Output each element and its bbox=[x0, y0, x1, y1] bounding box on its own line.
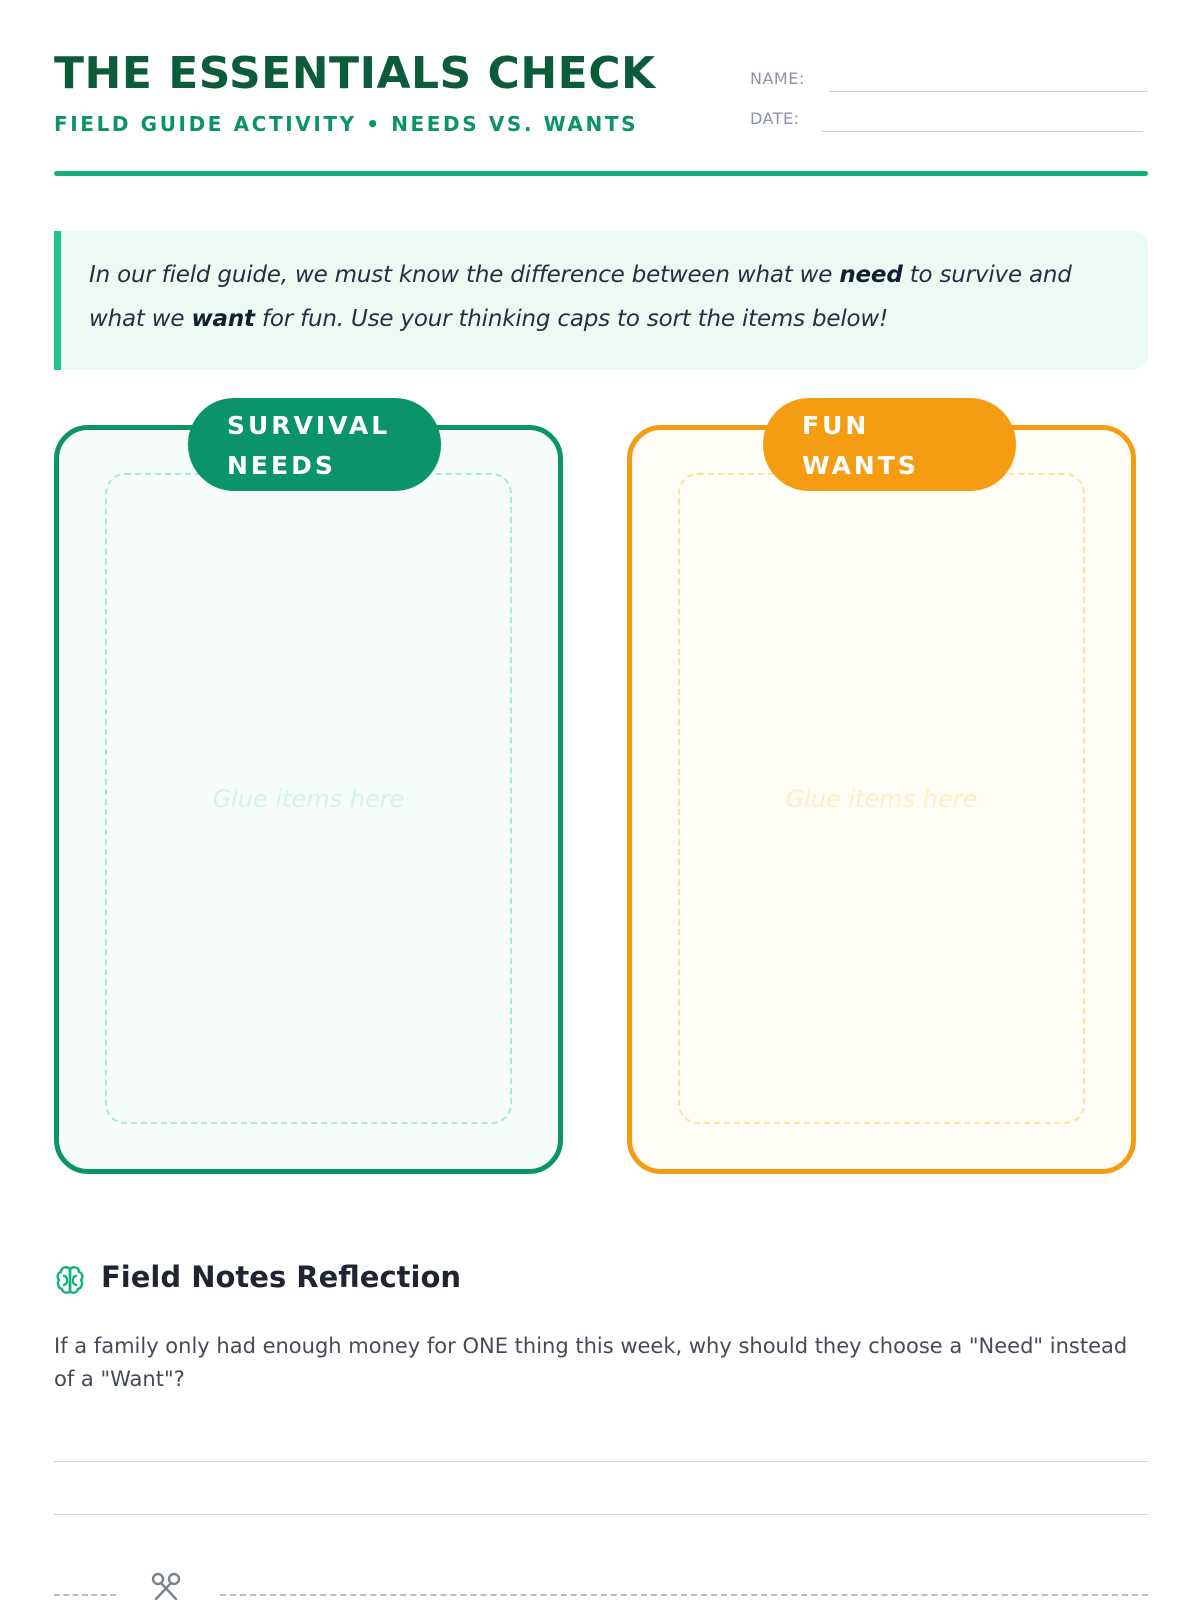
wants-glue-placeholder: Glue items here bbox=[785, 784, 978, 813]
answer-line-1[interactable] bbox=[54, 1461, 1148, 1462]
needs-glue-zone[interactable] bbox=[105, 473, 512, 1124]
brain-icon bbox=[54, 1264, 86, 1296]
cut-line-left bbox=[54, 1594, 116, 1596]
name-label: NAME: bbox=[750, 69, 805, 88]
wants-tag-line-1: FUN bbox=[802, 411, 870, 440]
needs-glue-placeholder: Glue items here bbox=[212, 784, 405, 813]
needs-sort-box bbox=[54, 425, 563, 1174]
needs-tag bbox=[188, 398, 441, 491]
intro-text-2: to survive and what we bbox=[89, 262, 1072, 332]
page-title: THE ESSENTIALS CHECK bbox=[54, 48, 656, 99]
reflection-title: Field Notes Reflection bbox=[101, 1260, 462, 1294]
wants-tag bbox=[763, 398, 1016, 491]
intro-text-1: In our field guide, we must know the difference between what we bbox=[89, 262, 840, 288]
date-field[interactable] bbox=[822, 131, 1143, 132]
wants-glue-zone[interactable] bbox=[678, 473, 1085, 1124]
answer-line-2[interactable] bbox=[54, 1514, 1148, 1515]
needs-tag-line-2: NEEDS bbox=[227, 451, 336, 480]
name-field[interactable] bbox=[829, 91, 1148, 92]
reflection-prompt: If a family only had enough money for ONE thing this week, why should they choose a "Need" instead of a "Want"? bbox=[54, 1334, 1128, 1391]
date-label: DATE: bbox=[750, 109, 800, 128]
intro-bold-want: want bbox=[191, 306, 255, 332]
intro-callout bbox=[54, 231, 1148, 370]
needs-tag-line-1: SURVIVAL bbox=[227, 411, 391, 440]
cut-line-right bbox=[220, 1594, 1148, 1596]
page-subtitle: FIELD GUIDE ACTIVITY • NEEDS VS. WANTS bbox=[54, 112, 639, 136]
wants-sort-box bbox=[627, 425, 1136, 1174]
scissors-icon bbox=[148, 1572, 184, 1600]
intro-text-3: for fun. Use your thinking caps to sort the items below! bbox=[254, 306, 889, 332]
header-divider bbox=[54, 171, 1148, 176]
wants-tag-line-2: WANTS bbox=[802, 451, 919, 480]
intro-bold-need: need bbox=[839, 262, 903, 288]
